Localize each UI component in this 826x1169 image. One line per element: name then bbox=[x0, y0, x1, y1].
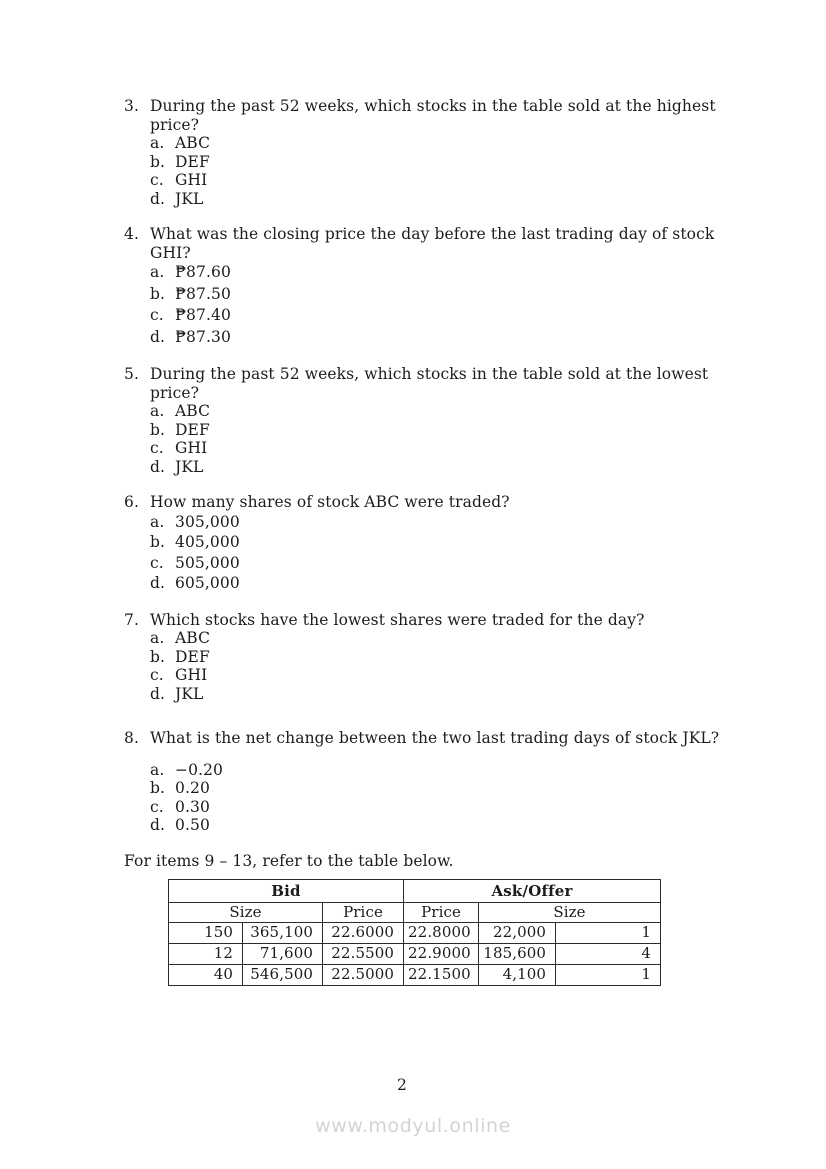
option-text: JKL bbox=[175, 457, 204, 476]
question-line: How many shares of stock ABC were traded? bbox=[150, 493, 510, 511]
option-text: GHI bbox=[175, 439, 208, 457]
table-row bbox=[169, 944, 661, 965]
question-5 bbox=[124, 365, 724, 476]
option-letter: a. bbox=[150, 629, 165, 647]
option-a bbox=[150, 134, 724, 153]
question-text bbox=[150, 97, 724, 134]
options-list bbox=[150, 402, 724, 476]
option-c bbox=[150, 171, 724, 190]
option-letter: b. bbox=[150, 152, 166, 171]
option-d bbox=[150, 573, 724, 594]
option-a bbox=[150, 402, 724, 421]
option-text: ₱87.30 bbox=[175, 327, 231, 346]
question-line: What is the net change between the two last trading days of stock JKL? bbox=[150, 729, 720, 747]
option-text: ₱87.40 bbox=[175, 306, 231, 324]
option-d bbox=[150, 458, 724, 477]
option-c bbox=[150, 666, 724, 685]
option-letter: c. bbox=[150, 553, 164, 572]
question-line: GHI? bbox=[150, 243, 191, 262]
option-a bbox=[150, 262, 724, 284]
question-number: 3. bbox=[124, 97, 139, 115]
options-list bbox=[150, 134, 724, 208]
option-letter: a. bbox=[150, 760, 165, 779]
options-list bbox=[150, 262, 724, 348]
table-cell: 22,000 bbox=[479, 923, 556, 944]
option-letter: d. bbox=[150, 327, 166, 346]
table-row bbox=[169, 965, 661, 986]
question-text bbox=[150, 225, 724, 262]
question-line: What was the closing price the day before the last trading day of stock bbox=[150, 225, 715, 243]
question-line: price? bbox=[150, 383, 200, 402]
option-text: 0.20 bbox=[175, 779, 210, 797]
question-4 bbox=[124, 225, 724, 348]
table-cell: 40 bbox=[169, 965, 243, 986]
question-line: During the past 52 weeks, which stocks in the table sold at the highest bbox=[150, 97, 716, 115]
option-letter: d. bbox=[150, 457, 166, 476]
option-text: ₱87.60 bbox=[175, 263, 231, 281]
ask-size-header: Size bbox=[479, 903, 661, 923]
question-text bbox=[150, 729, 724, 748]
question-number: 8. bbox=[124, 729, 139, 747]
table-cell: 22.1500 bbox=[404, 965, 479, 986]
question-8 bbox=[124, 729, 724, 835]
table-cell: 365,100 bbox=[243, 923, 323, 944]
option-letter: d. bbox=[150, 684, 166, 703]
option-text: ABC bbox=[175, 134, 211, 152]
option-b bbox=[150, 779, 724, 798]
option-text: 305,000 bbox=[175, 512, 240, 531]
option-text: 605,000 bbox=[175, 574, 240, 592]
option-text: DEF bbox=[175, 420, 210, 439]
question-number: 6. bbox=[124, 493, 139, 511]
option-c bbox=[150, 305, 724, 327]
question-7 bbox=[124, 611, 724, 704]
question-number: 4. bbox=[124, 225, 139, 243]
option-d bbox=[150, 685, 724, 704]
table-cell: 4 bbox=[556, 944, 661, 965]
page-number: 2 bbox=[397, 1076, 407, 1094]
watermark-text: www.modyul.online bbox=[315, 1115, 511, 1137]
question-line: price? bbox=[150, 115, 200, 134]
option-letter: a. bbox=[150, 134, 165, 152]
table-cell: 12 bbox=[169, 944, 243, 965]
option-text: DEF bbox=[175, 152, 210, 171]
option-text: 0.50 bbox=[175, 816, 210, 834]
question-text bbox=[150, 493, 724, 512]
table-intro-text: For items 9 – 13, refer to the table below. bbox=[124, 851, 454, 870]
bid-price-header: Price bbox=[323, 903, 404, 923]
table-cell: 22.6000 bbox=[323, 923, 404, 944]
option-text: GHI bbox=[175, 171, 208, 189]
option-b bbox=[150, 284, 724, 306]
option-text: DEF bbox=[175, 647, 210, 666]
option-text: GHI bbox=[175, 666, 208, 684]
ask-offer-header: Ask/Offer bbox=[404, 880, 661, 903]
question-text bbox=[150, 611, 724, 630]
options-list bbox=[150, 512, 724, 594]
option-letter: a. bbox=[150, 512, 165, 531]
question-3 bbox=[124, 97, 724, 208]
option-text: ABC bbox=[175, 402, 211, 420]
option-text: JKL bbox=[175, 189, 204, 208]
option-text: 0.30 bbox=[175, 797, 210, 816]
option-letter: c. bbox=[150, 306, 164, 324]
question-text bbox=[150, 365, 724, 402]
option-letter: a. bbox=[150, 263, 165, 281]
option-letter: b. bbox=[150, 284, 166, 303]
table-cell: 150 bbox=[169, 923, 243, 944]
option-letter: d. bbox=[150, 189, 166, 208]
table-cell: 546,500 bbox=[243, 965, 323, 986]
table-cell: 71,600 bbox=[243, 944, 323, 965]
option-text: −0.20 bbox=[175, 760, 223, 779]
table-cell: 1 bbox=[556, 965, 661, 986]
option-letter: c. bbox=[150, 171, 164, 189]
table-cell: 185,600 bbox=[479, 944, 556, 965]
question-number: 5. bbox=[124, 365, 139, 383]
option-b bbox=[150, 153, 724, 172]
option-letter: d. bbox=[150, 574, 166, 592]
option-d bbox=[150, 816, 724, 835]
option-letter: b. bbox=[150, 533, 166, 551]
option-a bbox=[150, 512, 724, 533]
option-text: JKL bbox=[175, 684, 204, 703]
ask-price-header: Price bbox=[404, 903, 479, 923]
options-list bbox=[150, 629, 724, 703]
option-letter: c. bbox=[150, 439, 164, 457]
page-content bbox=[124, 97, 724, 986]
question-6 bbox=[124, 493, 724, 594]
option-text: 505,000 bbox=[175, 553, 240, 572]
option-b bbox=[150, 421, 724, 440]
table-cell: 22.9000 bbox=[404, 944, 479, 965]
option-d bbox=[150, 190, 724, 209]
option-a bbox=[150, 761, 724, 780]
table-sub-header-row bbox=[169, 903, 661, 923]
option-c bbox=[150, 798, 724, 817]
question-line: Which stocks have the lowest shares were traded for the day? bbox=[150, 610, 645, 629]
option-a bbox=[150, 629, 724, 648]
option-text: 405,000 bbox=[175, 533, 240, 551]
option-text: ABC bbox=[175, 629, 211, 647]
option-letter: c. bbox=[150, 797, 164, 816]
question-line: During the past 52 weeks, which stocks in the table sold at the lowest bbox=[150, 365, 709, 383]
bid-header: Bid bbox=[169, 880, 404, 903]
options-list bbox=[150, 761, 724, 835]
option-text: ₱87.50 bbox=[175, 284, 231, 303]
table-cell: 4,100 bbox=[479, 965, 556, 986]
table-cell: 22.5000 bbox=[323, 965, 404, 986]
table-cell: 22.8000 bbox=[404, 923, 479, 944]
option-letter: a. bbox=[150, 402, 165, 420]
table-row bbox=[169, 923, 661, 944]
option-d bbox=[150, 327, 724, 349]
option-b bbox=[150, 532, 724, 553]
option-letter: b. bbox=[150, 420, 166, 439]
option-letter: c. bbox=[150, 666, 164, 684]
bid-size-header: Size bbox=[169, 903, 323, 923]
option-letter: b. bbox=[150, 647, 166, 666]
option-letter: b. bbox=[150, 779, 166, 797]
bid-ask-table bbox=[168, 879, 661, 986]
table-cell: 22.5500 bbox=[323, 944, 404, 965]
option-c bbox=[150, 553, 724, 574]
option-c bbox=[150, 439, 724, 458]
question-number: 7. bbox=[124, 610, 139, 629]
option-letter: d. bbox=[150, 816, 166, 834]
option-b bbox=[150, 648, 724, 667]
table-cell: 1 bbox=[556, 923, 661, 944]
table-group-header-row bbox=[169, 880, 661, 903]
